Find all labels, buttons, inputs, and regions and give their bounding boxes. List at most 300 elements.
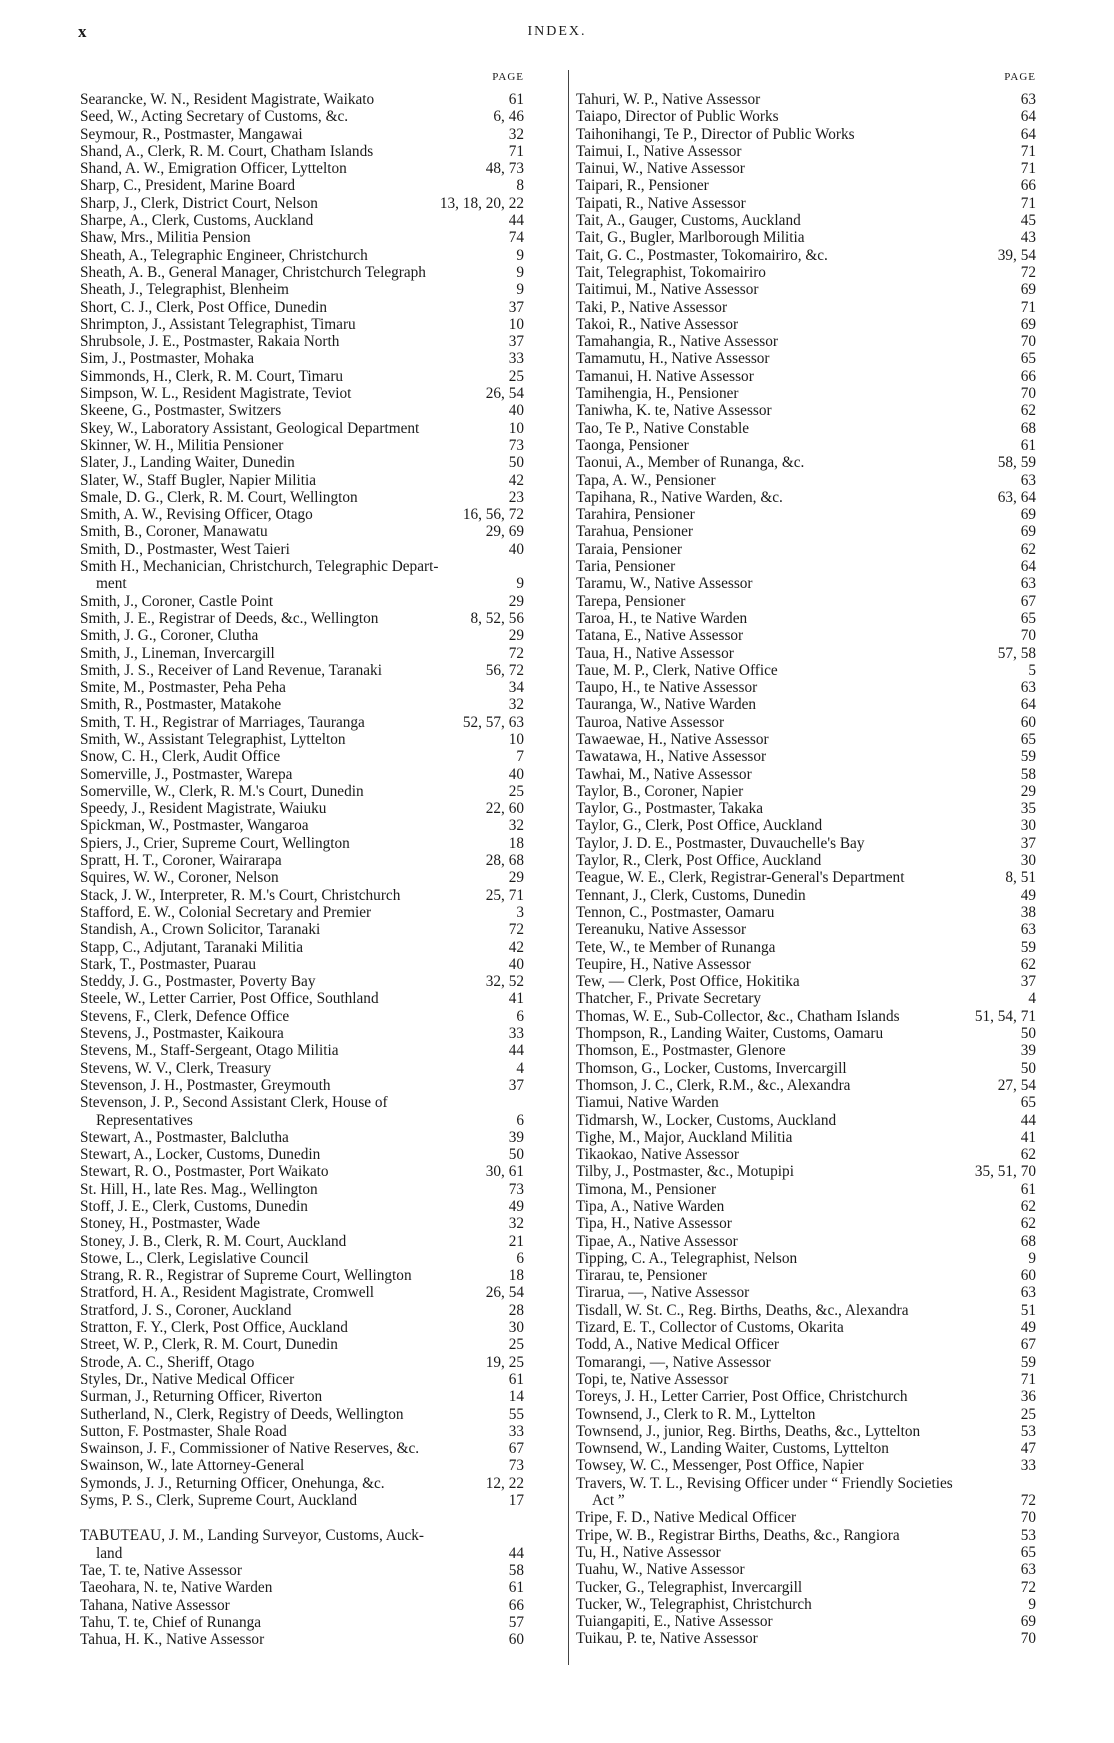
entry-page-refs: 32 xyxy=(505,696,524,713)
index-entry xyxy=(576,1613,1036,1630)
entry-name: Styles, Dr., Native Medical Officer xyxy=(80,1370,295,1388)
index-entry xyxy=(576,921,1036,938)
entry-page-refs: 8, 51 xyxy=(1001,869,1036,886)
entry-name: Spratt, H. T., Coroner, Wairarapa xyxy=(80,852,282,870)
index-entry xyxy=(576,1094,1036,1111)
entry-name: Shaw, Mrs., Militia Pension xyxy=(80,229,251,247)
entry-page-refs: 71 xyxy=(1017,195,1036,212)
entry-page-refs: 59 xyxy=(1017,939,1036,956)
entry-page-refs: 64 xyxy=(1017,108,1036,125)
index-entry xyxy=(80,1094,524,1129)
entry-page-refs: 50 xyxy=(505,454,524,471)
entry-name: Thomson, G., Locker, Customs, Invercargill xyxy=(576,1059,847,1077)
entry-page-refs: 74 xyxy=(505,229,524,246)
entry-name: Taitimui, M., Native Assessor xyxy=(576,281,759,299)
index-entry xyxy=(576,1233,1036,1250)
entry-page-refs: 57 xyxy=(505,1614,524,1631)
entry-name: Topi, te, Native Assessor xyxy=(576,1370,729,1388)
entry-page-refs: 33 xyxy=(505,1423,524,1440)
entry-name: Stratton, F. Y., Clerk, Post Office, Auckland xyxy=(80,1319,348,1337)
index-entry xyxy=(576,1060,1036,1077)
entry-page-refs: 71 xyxy=(505,143,524,160)
entry-page-refs: 19, 25 xyxy=(482,1354,524,1371)
index-entry xyxy=(576,1077,1036,1094)
entry-name: Stevens, W. V., Clerk, Treasury xyxy=(80,1059,272,1077)
entry-page-refs: 29 xyxy=(505,593,524,610)
entry-page-refs: 40 xyxy=(505,402,524,419)
entry-page-refs: 18 xyxy=(505,835,524,852)
index-entry xyxy=(80,489,524,506)
entry-page-refs: 67 xyxy=(1017,1336,1036,1353)
entry-page-refs: 72 xyxy=(1017,1579,1036,1596)
entry-page-refs: 40 xyxy=(505,956,524,973)
entry-page-refs: 48, 73 xyxy=(482,160,524,177)
entry-page-refs: 67 xyxy=(1017,593,1036,610)
entry-name: Shrimpton, J., Assistant Telegraphist, Timaru xyxy=(80,315,356,333)
left-column xyxy=(80,71,524,1648)
entry-page-refs: 5 xyxy=(1024,662,1036,679)
index-entry xyxy=(576,1544,1036,1561)
entry-name: Tait, Telegraphist, Tokomairiro xyxy=(576,263,766,281)
index-entry xyxy=(80,1042,524,1059)
index-entry xyxy=(80,939,524,956)
entry-name: Townsend, W., Landing Waiter, Customs, Lyttelton xyxy=(576,1440,889,1458)
entry-name: Tucker, G., Telegraphist, Invercargill xyxy=(576,1578,803,1596)
entry-name: Thomson, E., Postmaster, Glenore xyxy=(576,1042,786,1060)
entry-name: Tiamui, Native Warden xyxy=(576,1094,719,1112)
entry-page-refs: 61 xyxy=(505,1579,524,1596)
entry-page-refs: 25 xyxy=(505,368,524,385)
index-entry xyxy=(576,1630,1036,1647)
entry-name: Taipati, R., Native Assessor xyxy=(576,194,746,212)
entry-page-refs: 59 xyxy=(1017,748,1036,765)
index-entry xyxy=(80,454,524,471)
entry-page-refs: 10 xyxy=(505,731,524,748)
entry-page-refs: 9 xyxy=(1024,1250,1036,1267)
entry-page-refs: 62 xyxy=(1017,1146,1036,1163)
entry-name: Taeohara, N. te, Native Warden xyxy=(80,1579,273,1597)
entry-name: Tarepa, Pensioner xyxy=(576,592,686,610)
index-entry xyxy=(576,852,1036,869)
entry-page-refs: 60 xyxy=(505,1631,524,1648)
entry-page-refs: 16, 56, 72 xyxy=(459,506,524,523)
index-entry xyxy=(576,1354,1036,1371)
index-entry xyxy=(576,195,1036,212)
index-entry xyxy=(80,420,524,437)
index-entry xyxy=(576,333,1036,350)
index-entry xyxy=(576,679,1036,696)
entry-page-refs: 7 xyxy=(512,748,524,765)
entry-name: Sheath, J., Telegraphist, Blenheim xyxy=(80,281,289,299)
index-entry xyxy=(80,1267,524,1284)
entry-page-refs: 37 xyxy=(505,299,524,316)
entry-page-refs: 59 xyxy=(1017,1354,1036,1371)
index-entry xyxy=(80,696,524,713)
entry-name: Tainui, W., Native Assessor xyxy=(576,160,745,178)
entry-name: Smith, W., Assistant Telegraphist, Lyttelton xyxy=(80,730,346,748)
entry-page-refs: 70 xyxy=(1017,1509,1036,1526)
entry-page-refs: 25, 71 xyxy=(482,887,524,904)
entry-page-refs: 32, 52 xyxy=(482,973,524,990)
index-entry xyxy=(576,662,1036,679)
entry-page-refs: 49 xyxy=(505,1198,524,1215)
entry-name: Street, W. P., Clerk, R. M. Court, Dunedin xyxy=(80,1336,338,1354)
entry-page-refs: 66 xyxy=(505,1597,524,1614)
entry-page-refs: 12, 22 xyxy=(482,1475,524,1492)
index-entry xyxy=(576,1561,1036,1578)
index-entry xyxy=(576,1181,1036,1198)
entry-page-refs: 39 xyxy=(505,1129,524,1146)
entry-page-refs: 40 xyxy=(505,541,524,558)
entry-page-refs: 33 xyxy=(505,1025,524,1042)
entry-page-refs: 62 xyxy=(1017,541,1036,558)
entry-name: Stapp, C., Adjutant, Taranaki Militia xyxy=(80,938,303,956)
entry-name: Taylor, G., Postmaster, Takaka xyxy=(576,800,764,818)
entry-name: Spickman, W., Postmaster, Wangaroa xyxy=(80,817,309,835)
entry-page-refs: 35 xyxy=(1017,800,1036,817)
entry-page-refs: 65 xyxy=(1017,350,1036,367)
entry-name: Tipa, A., Native Warden xyxy=(576,1198,725,1215)
entry-name: Stewart, R. O., Postmaster, Port Waikato xyxy=(80,1163,329,1181)
entry-name: Smith, J. G., Coroner, Clutha xyxy=(80,627,259,645)
index-entry xyxy=(576,523,1036,540)
entry-page-refs: 63 xyxy=(1017,1561,1036,1578)
entry-name: Tao, Te P., Native Constable xyxy=(576,419,750,437)
index-entry xyxy=(576,956,1036,973)
entry-page-refs: 44 xyxy=(505,1042,524,1059)
entry-name: Tawatawa, H., Native Assessor xyxy=(576,748,767,766)
index-entry xyxy=(576,454,1036,471)
entry-page-refs: 9 xyxy=(512,575,524,592)
index-entry xyxy=(80,956,524,973)
entry-page-refs: 70 xyxy=(1017,627,1036,644)
entry-page-refs: 34 xyxy=(505,679,524,696)
entry-page-refs: 4 xyxy=(512,1060,524,1077)
entry-page-refs: 4 xyxy=(1024,990,1036,1007)
index-entry xyxy=(80,593,524,610)
index-entry xyxy=(80,662,524,679)
entry-name: Tighe, M., Major, Auckland Militia xyxy=(576,1128,793,1146)
entry-page-refs: 63 xyxy=(1017,91,1036,108)
entry-name: Taonga, Pensioner xyxy=(576,436,689,454)
index-entry xyxy=(576,869,1036,886)
index-entry xyxy=(80,1198,524,1215)
index-entry xyxy=(576,247,1036,264)
entry-name: Skey, W., Laboratory Assistant, Geological Department xyxy=(80,419,420,437)
entry-page-refs: 43 xyxy=(1017,229,1036,246)
index-entry xyxy=(576,316,1036,333)
index-entry xyxy=(576,1146,1036,1163)
entry-page-refs: 35, 51, 70 xyxy=(971,1163,1036,1180)
entry-name: TABUTEAU, J. M., Landing Surveyor, Customs, Auck- xyxy=(80,1527,425,1545)
index-entry xyxy=(576,1371,1036,1388)
entry-name: Taraia, Pensioner xyxy=(576,540,682,558)
entry-name: Tennon, C., Postmaster, Oamaru xyxy=(576,903,775,921)
entry-name: Taiapo, Director of Public Works xyxy=(576,108,779,126)
entry-name: Stewart, A., Postmaster, Balclutha xyxy=(80,1128,289,1146)
page-number: x xyxy=(78,22,87,41)
entry-page-refs: 32 xyxy=(505,126,524,143)
entry-name: Swainson, W., late Attorney-General xyxy=(80,1457,305,1475)
index-entry xyxy=(576,1406,1036,1423)
index-entry xyxy=(80,1492,524,1509)
index-entry xyxy=(576,731,1036,748)
entry-page-refs: 66 xyxy=(1017,177,1036,194)
index-entry xyxy=(80,645,524,662)
entry-name: Stoff, J. E., Clerk, Customs, Dunedin xyxy=(80,1198,308,1215)
entry-page-refs: 42 xyxy=(505,939,524,956)
index-entry xyxy=(576,939,1036,956)
entry-name: Stevenson, J. H., Postmaster, Greymouth xyxy=(80,1076,331,1094)
index-entry xyxy=(80,1423,524,1440)
index-entry xyxy=(576,212,1036,229)
index-entry xyxy=(576,108,1036,125)
index-entry xyxy=(80,1388,524,1405)
entry-page-refs: 32 xyxy=(505,1215,524,1232)
index-entry xyxy=(576,1129,1036,1146)
entry-page-refs: 61 xyxy=(1017,437,1036,454)
entry-page-refs: 53 xyxy=(1017,1423,1036,1440)
entry-page-refs: 30 xyxy=(505,1319,524,1336)
index-entry xyxy=(576,1440,1036,1457)
entry-name: Tawaewae, H., Native Assessor xyxy=(576,730,769,748)
entry-name: Taonui, A., Member of Runanga, &c. xyxy=(576,454,805,472)
entry-page-refs: 62 xyxy=(1017,956,1036,973)
right-column xyxy=(576,71,1036,1648)
index-entry xyxy=(576,126,1036,143)
entry-page-refs: 30 xyxy=(1017,817,1036,834)
index-entry xyxy=(80,921,524,938)
entry-page-refs: 9 xyxy=(512,247,524,264)
index-entry xyxy=(80,1008,524,1025)
entry-name: Slater, W., Staff Bugler, Napier Militia xyxy=(80,471,316,489)
entry-page-refs: 71 xyxy=(1017,143,1036,160)
entry-name: Taylor, R., Clerk, Post Office, Auckland xyxy=(576,852,822,870)
index-entry xyxy=(80,1233,524,1250)
entry-name: Tripe, F. D., Native Medical Officer xyxy=(576,1509,797,1527)
right-page-heading: PAGE xyxy=(1004,71,1036,83)
index-entry xyxy=(576,281,1036,298)
entry-page-refs: 39, 54 xyxy=(994,247,1036,264)
entry-page-refs: 72 xyxy=(1017,1492,1036,1509)
index-entry xyxy=(576,350,1036,367)
index-entry xyxy=(576,1250,1036,1267)
entry-page-refs: 72 xyxy=(505,921,524,938)
entry-name: Tapa, A. W., Pensioner xyxy=(576,471,716,489)
entry-name: Smith, J. S., Receiver of Land Revenue, Taranaki xyxy=(80,661,382,679)
entry-name: Smith, A. W., Revising Officer, Otago xyxy=(80,506,313,524)
index-entry xyxy=(576,973,1036,990)
entry-name: Tuahu, W., Native Assessor xyxy=(576,1561,745,1579)
entry-name: Tu, H., Native Assessor xyxy=(576,1543,721,1561)
index-entry xyxy=(576,904,1036,921)
index-entry xyxy=(80,126,524,143)
entry-name: Taylor, B., Coroner, Napier xyxy=(576,782,744,800)
entry-name: Tirarua, —, Native Assessor xyxy=(576,1284,750,1302)
index-entry xyxy=(80,1025,524,1042)
index-entry xyxy=(80,1457,524,1474)
index-entry xyxy=(576,610,1036,627)
left-page-heading: PAGE xyxy=(492,71,524,83)
index-entry xyxy=(576,1198,1036,1215)
entry-page-refs: 9 xyxy=(1024,1596,1036,1613)
index-entry xyxy=(80,1146,524,1163)
index-entry xyxy=(80,1077,524,1094)
entry-name: Sheath, A., Telegraphic Engineer, Christchurch xyxy=(80,246,368,264)
entry-name: Tamihengia, H., Pensioner xyxy=(576,385,739,403)
entry-name: Taylor, G., Clerk, Post Office, Auckland xyxy=(576,817,823,835)
entry-page-refs: 26, 54 xyxy=(482,1284,524,1301)
index-entry xyxy=(80,1562,524,1579)
entry-page-refs: 3 xyxy=(512,904,524,921)
entry-name: Stevens, F., Clerk, Defence Office xyxy=(80,1007,290,1025)
entry-name: Tae, T. te, Native Assessor xyxy=(80,1561,242,1579)
entry-name: Spiers, J., Crier, Supreme Court, Wellington xyxy=(80,834,350,852)
entry-name: Smite, M., Postmaster, Peha Peha xyxy=(80,679,286,697)
entry-page-refs: 68 xyxy=(1017,1233,1036,1250)
entry-page-refs: 63 xyxy=(1017,472,1036,489)
index-entry xyxy=(576,1112,1036,1129)
entry-name: Taramu, W., Native Assessor xyxy=(576,575,753,593)
entry-name: Snow, C. H., Clerk, Audit Office xyxy=(80,748,281,766)
entry-name: Taimui, I., Native Assessor xyxy=(576,142,742,160)
entry-name: Smith, J., Lineman, Invercargill xyxy=(80,644,275,662)
entry-page-refs: 73 xyxy=(505,1457,524,1474)
entry-name: Swainson, J. F., Commissioner of Native Reserves, &c. xyxy=(80,1440,420,1458)
entry-page-refs: 18 xyxy=(505,1267,524,1284)
index-entry xyxy=(576,385,1036,402)
index-entry xyxy=(80,887,524,904)
entry-name: Tarahua, Pensioner xyxy=(576,523,694,541)
index-entry xyxy=(80,1614,524,1631)
entry-page-refs: 62 xyxy=(1017,1215,1036,1232)
entry-name: Stevens, M., Staff-Sergeant, Otago Militia xyxy=(80,1042,339,1060)
entry-page-refs: 30 xyxy=(1017,852,1036,869)
entry-name: Smith, D., Postmaster, West Taieri xyxy=(80,540,290,558)
entry-name: Stratford, J. S., Coroner, Auckland xyxy=(80,1301,292,1319)
entry-name: Skeene, G., Postmaster, Switzers xyxy=(80,402,282,420)
index-entry xyxy=(80,1406,524,1423)
index-entry xyxy=(576,91,1036,108)
index-entry xyxy=(576,1267,1036,1284)
entry-name: Steele, W., Letter Carrier, Post Office, Southland xyxy=(80,990,379,1008)
entry-page-refs: 45 xyxy=(1017,212,1036,229)
index-entry xyxy=(576,1284,1036,1301)
entry-name: Tahana, Native Assessor xyxy=(80,1596,230,1614)
entry-page-refs: 13, 18, 20, 22 xyxy=(436,195,524,212)
entry-page-refs: 63 xyxy=(1017,679,1036,696)
entry-name: Taupo, H., te Native Assessor xyxy=(576,679,758,697)
index-entry xyxy=(576,368,1036,385)
entry-name: Surman, J., Returning Officer, Riverton xyxy=(80,1388,323,1406)
entry-page-refs: 69 xyxy=(1017,506,1036,523)
index-entry xyxy=(80,368,524,385)
entry-page-refs: 41 xyxy=(505,990,524,1007)
entry-name: Stevens, J., Postmaster, Kaikoura xyxy=(80,1025,284,1043)
entry-name: Simpson, W. L., Resident Magistrate, Teviot xyxy=(80,385,352,403)
entry-name: Stewart, A., Locker, Customs, Dunedin xyxy=(80,1146,321,1164)
entry-name: Tirarau, te, Pensioner xyxy=(576,1267,708,1285)
entry-name: Seymour, R., Postmaster, Mangawai xyxy=(80,125,303,143)
entry-page-refs: 29 xyxy=(1017,783,1036,800)
index-entry xyxy=(576,1388,1036,1405)
entry-page-refs: 6 xyxy=(512,1112,524,1129)
entry-name: Tait, G., Bugler, Marlborough Militia xyxy=(576,229,805,247)
index-entry xyxy=(80,852,524,869)
entry-name: Seed, W., Acting Secretary of Customs, &c. xyxy=(80,108,349,126)
entry-name: Simmonds, H., Clerk, R. M. Court, Timaru xyxy=(80,367,344,385)
entry-page-refs: 73 xyxy=(505,1181,524,1198)
entry-page-refs: 9 xyxy=(512,264,524,281)
index-entry xyxy=(576,696,1036,713)
entry-name: Thomson, J. C., Clerk, R.M., &c., Alexandra xyxy=(576,1076,851,1094)
index-entry xyxy=(576,766,1036,783)
index-entry xyxy=(576,817,1036,834)
entry-page-refs: 6, 46 xyxy=(489,108,524,125)
index-entry xyxy=(80,1579,524,1596)
entry-page-refs: 37 xyxy=(505,1077,524,1094)
entry-page-refs: 25 xyxy=(1017,1406,1036,1423)
entry-name: Thatcher, F., Private Secretary xyxy=(576,990,762,1008)
index-entry xyxy=(576,437,1036,454)
index-entry xyxy=(80,731,524,748)
index-entry xyxy=(576,1475,1036,1510)
entry-name: Tew, — Clerk, Post Office, Hokitika xyxy=(576,973,800,991)
entry-name: Strang, R. R., Registrar of Supreme Court, Wellington xyxy=(80,1267,412,1285)
entry-page-refs: 49 xyxy=(1017,887,1036,904)
entry-name: Smale, D. G., Clerk, R. M. Court, Wellington xyxy=(80,488,358,506)
index-entry xyxy=(80,558,524,593)
entry-name: Tuikau, P. te, Native Assessor xyxy=(576,1630,758,1648)
index-entry xyxy=(80,506,524,523)
entry-name: Tahu, T. te, Chief of Runanga xyxy=(80,1613,262,1631)
entry-page-refs: 39 xyxy=(1017,1042,1036,1059)
index-entry xyxy=(576,783,1036,800)
index-entry xyxy=(80,1527,524,1562)
entry-page-refs: 60 xyxy=(1017,714,1036,731)
entry-name: Tipping, C. A., Telegraphist, Nelson xyxy=(576,1249,798,1267)
index-entry xyxy=(80,1060,524,1077)
index-entry xyxy=(80,472,524,489)
entry-page-refs: 42 xyxy=(505,472,524,489)
entry-page-refs: 32 xyxy=(505,817,524,834)
entry-page-refs: 33 xyxy=(1017,1457,1036,1474)
index-entry xyxy=(80,333,524,350)
index-entry xyxy=(576,1336,1036,1353)
entry-page-refs: 53 xyxy=(1017,1527,1036,1544)
index-entry xyxy=(576,1423,1036,1440)
entry-page-refs: 29, 69 xyxy=(482,523,524,540)
index-entry xyxy=(80,869,524,886)
entry-name: Todd, A., Native Medical Officer xyxy=(576,1336,779,1354)
entry-name: Stowe, L., Clerk, Legislative Council xyxy=(80,1249,309,1267)
entry-name: Sutton, F. Postmaster, Shale Road xyxy=(80,1422,287,1440)
entry-name: Speedy, J., Resident Magistrate, Waiuku xyxy=(80,800,327,818)
entry-page-refs: 71 xyxy=(1017,299,1036,316)
entry-page-refs: 61 xyxy=(505,91,524,108)
entry-name: Smith, R., Postmaster, Matakohe xyxy=(80,696,282,714)
entry-page-refs: 65 xyxy=(1017,1094,1036,1111)
entry-name: Smith, J. E., Registrar of Deeds, &c., Wellington xyxy=(80,609,379,627)
entry-name: Tapihana, R., Native Warden, &c. xyxy=(576,488,783,506)
index-entry xyxy=(576,472,1036,489)
index-entry xyxy=(576,160,1036,177)
entry-name: Shand, A., Clerk, R. M. Court, Chatham Islands xyxy=(80,142,374,160)
entry-page-refs: 6 xyxy=(512,1250,524,1267)
entry-name: Smith, T. H., Registrar of Marriages, Tauranga xyxy=(80,713,365,731)
entry-name: Syms, P. S., Clerk, Supreme Court, Auckland xyxy=(80,1492,358,1510)
entry-page-refs: 58 xyxy=(505,1562,524,1579)
